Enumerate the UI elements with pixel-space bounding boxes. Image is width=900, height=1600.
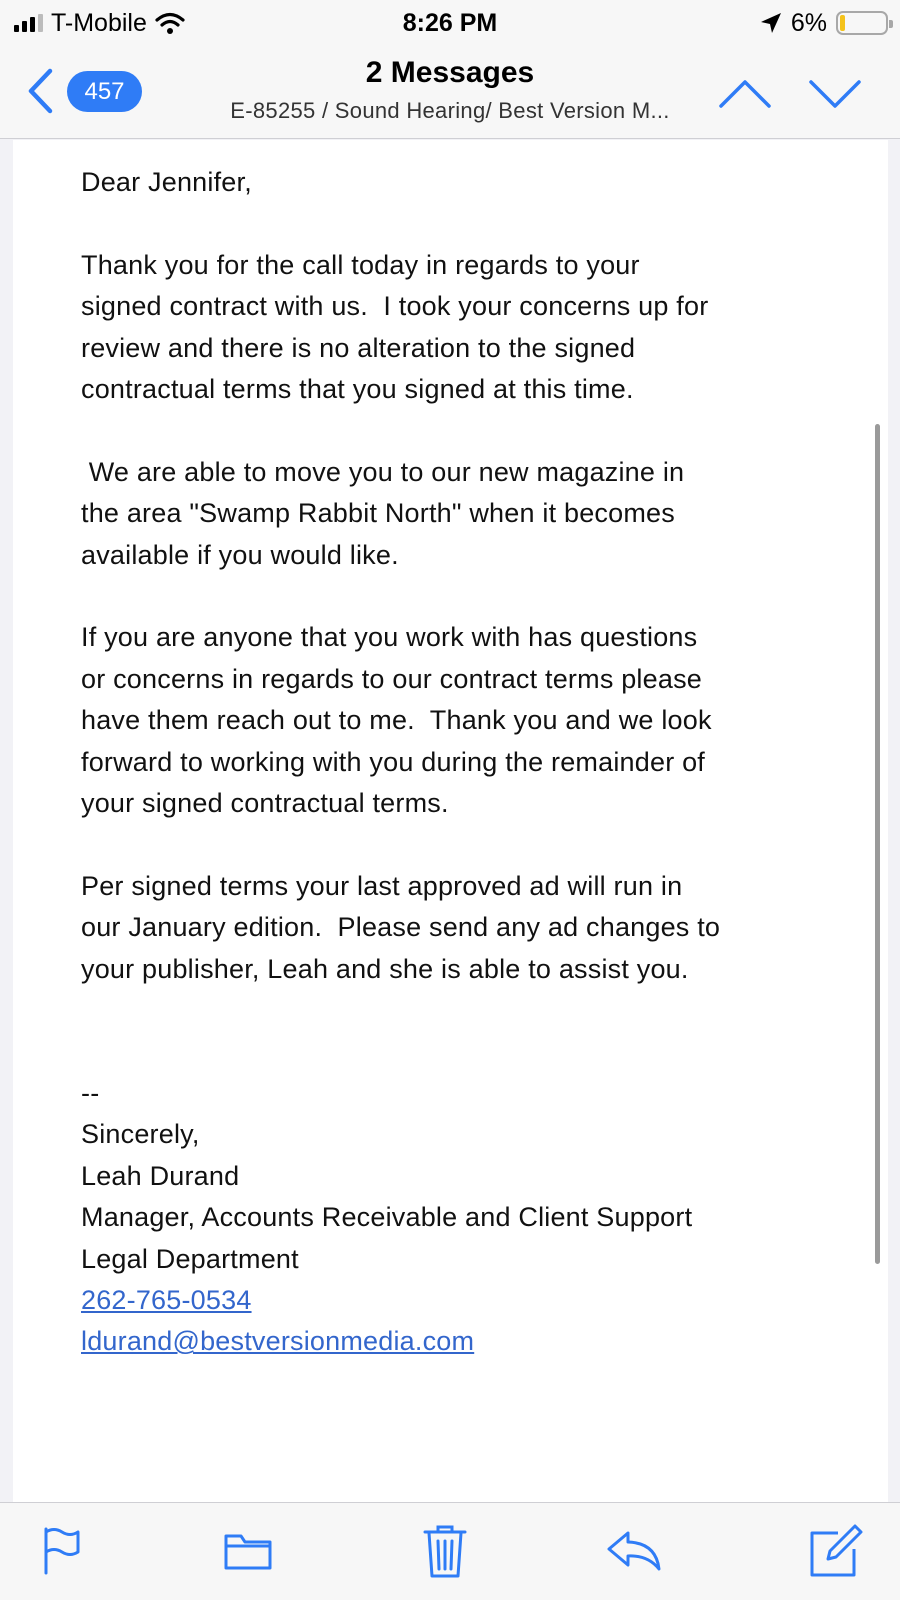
next-message-button[interactable] [806, 74, 864, 114]
paragraph-3: If you are anyone that you work with has questions or concerns in regards to our contract terms please have them reach out to me. Thank you and we look forward to working with you during the remainder of your signed contractual terms. [81, 622, 720, 819]
carrier-label: T-Mobile [51, 8, 147, 37]
message-body[interactable] [13, 140, 888, 1502]
flag-icon [40, 1526, 84, 1576]
battery-icon [836, 11, 888, 35]
compose-icon [808, 1523, 864, 1579]
unread-count-badge[interactable]: 457 [67, 71, 142, 112]
trash-button[interactable] [415, 1521, 475, 1581]
move-to-folder-button[interactable] [218, 1521, 278, 1581]
signature-separator: -- [81, 1077, 100, 1108]
phone-link[interactable]: 262-765-0534 [81, 1284, 252, 1315]
thread-title: 2 Messages [365, 56, 535, 89]
chevron-down-icon [806, 74, 864, 114]
bottom-toolbar [0, 1502, 900, 1600]
greeting: Dear Jennifer, [81, 167, 252, 197]
email-link[interactable]: ldurand@bestversionmedia.com [81, 1326, 475, 1357]
scrollbar[interactable] [875, 424, 880, 1264]
paragraph-2: We are able to move you to our new magazine in the area "Swamp Rabbit North" when it becomes available if you would like. [81, 456, 692, 570]
navigation-bar [0, 46, 900, 139]
reply-icon [606, 1529, 662, 1573]
reply-button[interactable] [604, 1521, 664, 1581]
chevron-up-icon [716, 74, 774, 114]
back-chevron-icon [26, 68, 54, 114]
folder-icon [223, 1530, 273, 1572]
status-time: 8:26 PM [402, 9, 498, 37]
sender-name: Leah Durand [81, 1160, 240, 1191]
message-text [81, 162, 728, 1363]
back-button[interactable] [20, 66, 60, 116]
status-bar [0, 0, 900, 46]
battery-fill [840, 15, 845, 31]
sender-title: Manager, Accounts Receivable and Client Support [81, 1202, 693, 1233]
previous-message-button[interactable] [716, 74, 774, 114]
closing: Sincerely, [81, 1119, 200, 1150]
thread-subject: E-85255 / Sound Hearing/ Best Version M... [230, 98, 670, 123]
battery-percent: 6% [790, 8, 827, 37]
flag-button[interactable] [32, 1521, 92, 1581]
paragraph-4: Per signed terms your last approved ad will run in our January edition. Please send any ad changes to your publisher, Leah and she is able to assist you. [81, 870, 728, 984]
paragraph-1: Thank you for the call today in regards to your signed contract with us. I took your concerns up for review and there is no alteration to the signed contractual terms that you signed at this time. [81, 249, 717, 405]
location-arrow-icon [760, 12, 782, 34]
department: Legal Department [81, 1243, 299, 1274]
trash-icon [423, 1523, 467, 1579]
status-right-group [760, 8, 888, 38]
compose-button[interactable] [806, 1521, 866, 1581]
